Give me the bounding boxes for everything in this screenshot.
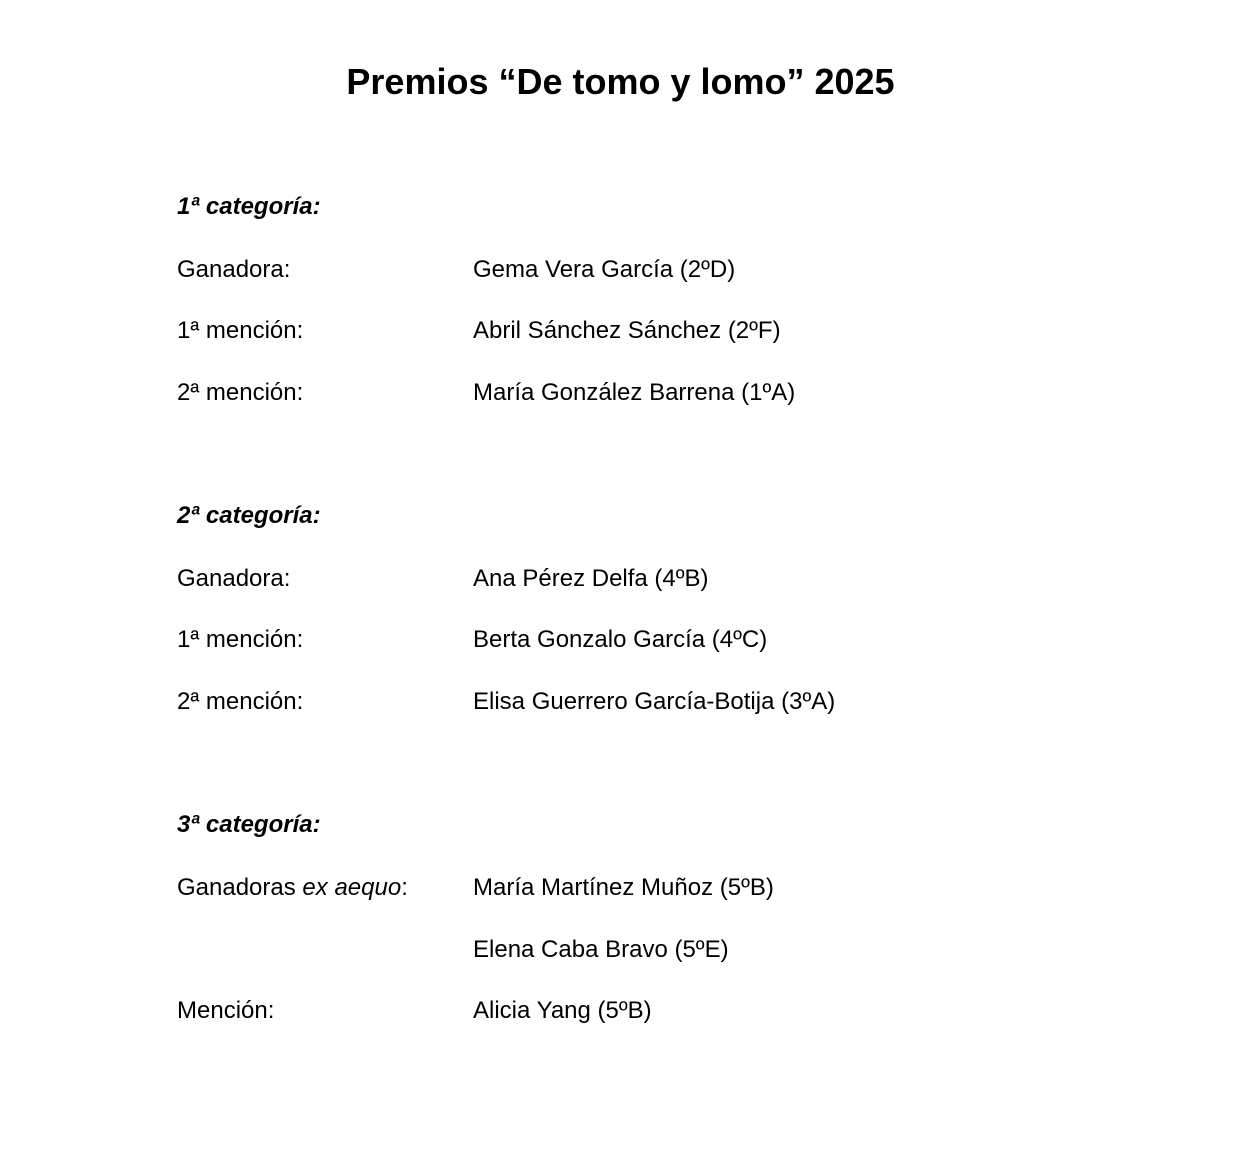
award-label: Ganadora: [177, 565, 291, 592]
award-recipient: María Martínez Muñoz (5ºB) [473, 874, 774, 901]
award-row [177, 563, 1077, 595]
award-label: 2ª mención: [177, 379, 304, 406]
document-title: Premios “De tomo y lomo” 2025 [346, 61, 895, 102]
category-1-heading: 1ª categoría: [177, 193, 321, 220]
award-recipient: María González Barrena (1ºA) [473, 379, 796, 406]
category-2-heading: 2ª categoría: [177, 502, 321, 529]
category-3-heading: 3ª categoría: [177, 811, 321, 838]
award-label-italic: ex aequo [302, 874, 402, 901]
award-row [177, 872, 1077, 904]
award-recipient: Abril Sánchez Sánchez (2ºF) [473, 317, 781, 344]
award-row [177, 995, 1077, 1027]
award-row [177, 934, 1077, 966]
award-recipient: Elena Caba Bravo (5ºE) [473, 936, 729, 963]
award-row [177, 377, 1077, 409]
award-row [177, 686, 1077, 718]
award-recipient: Alicia Yang (5ºB) [473, 997, 652, 1024]
award-row [177, 254, 1077, 286]
award-label: Mención: [177, 997, 275, 1024]
award-row [177, 624, 1077, 656]
award-label-colon: : [401, 874, 408, 901]
award-label: 1ª mención: [177, 626, 304, 653]
award-recipient: Gema Vera García (2ºD) [473, 256, 736, 283]
award-recipient: Elisa Guerrero García-Botija (3ºA) [473, 688, 836, 715]
award-label: Ganadora: [177, 256, 291, 283]
award-label-text: Ganadoras [177, 874, 303, 901]
award-label: 2ª mención: [177, 688, 304, 715]
award-label [177, 872, 408, 904]
award-label: 1ª mención: [177, 317, 304, 344]
award-recipient: Berta Gonzalo García (4ºC) [473, 626, 768, 653]
award-row [177, 315, 1077, 347]
award-recipient: Ana Pérez Delfa (4ºB) [473, 565, 709, 592]
